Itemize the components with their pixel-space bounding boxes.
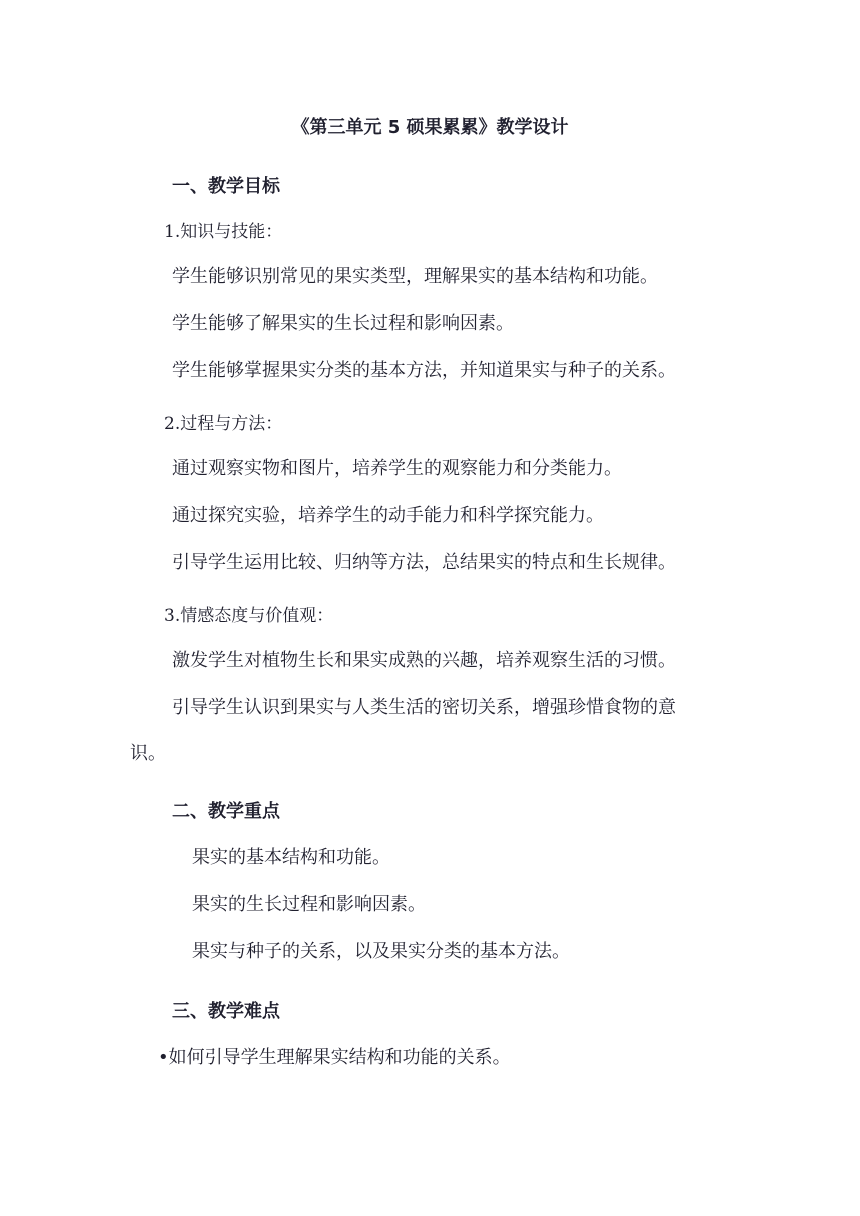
section-heading-objectives: 一、教学目标 [172,176,280,197]
document-title: 《第三单元 5 硕果累累》教学设计 [291,117,569,138]
paragraph: 通过观察实物和图片，培养学生的观察能力和分类能力。 [172,458,622,479]
section-heading-key-points: 二、教学重点 [172,801,280,822]
subheading-process-methods: 2.过程与方法： [164,414,283,434]
key-point-item: 果实的基本结构和功能。 [192,847,390,868]
paragraph: 学生能够识别常见的果实类型，理解果实的基本结构和功能。 [172,266,658,287]
paragraph: 引导学生认识到果实与人类生活的密切关系，增强珍惜食物的意 [172,697,676,718]
paragraph: 学生能够掌握果实分类的基本方法，并知道果实与种子的关系。 [172,360,676,381]
difficulty-text: 如何引导学生理解果实结构和功能的关系。 [168,1047,511,1068]
key-point-item: 果实的生长过程和影响因素。 [192,894,426,915]
paragraph: 通过探究实验，培养学生的动手能力和科学探究能力。 [172,505,604,526]
section-heading-difficulties: 三、教学难点 [172,1001,280,1022]
difficulty-bullet-item [158,1046,511,1070]
subheading-attitudes-values: 3.情感态度与价值观： [164,606,334,626]
paragraph-continuation: 识。 [130,743,166,764]
subheading-knowledge-skills: 1.知识与技能： [164,222,283,242]
bullet-icon: • [158,1047,169,1068]
paragraph: 引导学生运用比较、归纳等方法，总结果实的特点和生长规律。 [172,552,676,573]
key-point-item: 果实与种子的关系，以及果实分类的基本方法。 [192,941,570,962]
paragraph: 激发学生对植物生长和果实成熟的兴趣，培养观察生活的习惯。 [172,650,676,671]
paragraph: 学生能够了解果实的生长过程和影响因素。 [172,313,514,334]
